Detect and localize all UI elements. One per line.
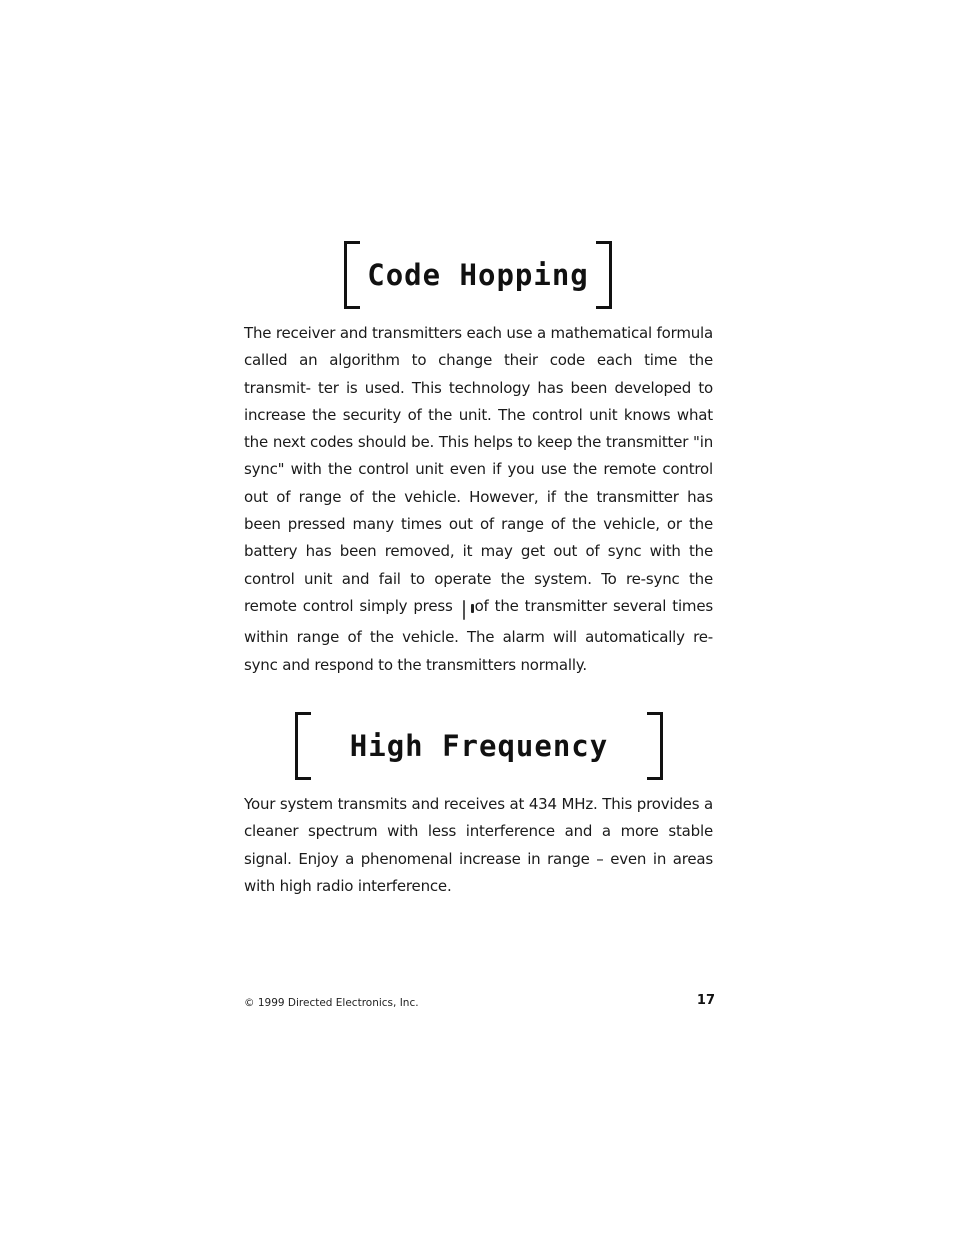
copyright-notice: © 1999 Directed Electronics, Inc. <box>244 997 419 1009</box>
right-bracket <box>596 241 612 309</box>
right-bracket <box>647 712 663 780</box>
section-title: High Frequency <box>349 729 609 763</box>
section-title: Code Hopping <box>367 258 589 292</box>
high-frequency-heading <box>295 712 663 780</box>
paragraph-text-continued: of the transmitter several times within range of the vehicle. The alarm will automatically re-sync and respond to the transmitters normally. <box>244 596 713 674</box>
transmitter-button-icon <box>463 600 465 620</box>
code-hopping-heading <box>344 241 612 309</box>
paragraph-text: Your system transmits and receives at 434 MHz. This provides a cleaner spectrum with less interference and a more stable signal. Enjoy a phenomenal increase in range – even in areas with high radio interference. <box>244 795 713 895</box>
paragraph-text: The receiver and transmitters each use a mathematical formula called an algorithm to change their code each time the transmit- ter is used. This technology has been developed to increase the security of the unit. The control unit knows what the next codes should be. This helps to keep the transmitter "in sync" with the control unit even if you use the remote control out of range of the vehicle. However, if the transmitter has been pressed many times out of range of the vehicle, or the battery has been removed, it may get out of sync with the control unit and fail to operate the system. To re-sync the remote control simply press <box>244 324 713 615</box>
high-frequency-paragraph <box>244 791 713 900</box>
page-number: 17 <box>696 993 715 1008</box>
code-hopping-paragraph <box>244 320 713 679</box>
